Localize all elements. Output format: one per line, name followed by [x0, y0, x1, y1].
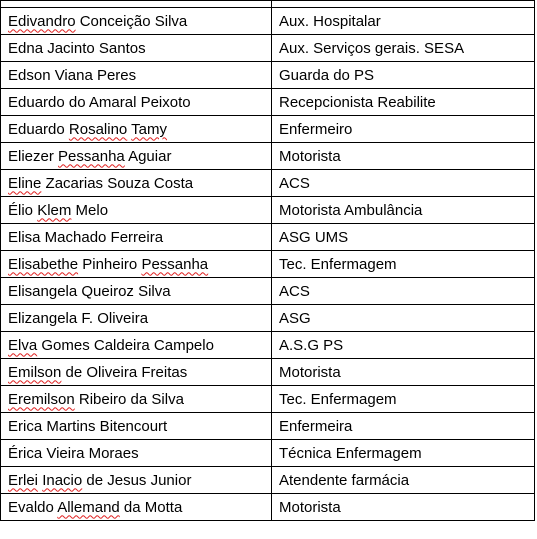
role-cell: ACS — [272, 278, 535, 305]
role-cell: Motorista — [272, 494, 535, 521]
role-cell: Aux. Serviços gerais. SESA — [272, 35, 535, 62]
name-cell: Eline Zacarias Souza Costa — [1, 170, 272, 197]
name-cell: Erica Martins Bitencourt — [1, 413, 272, 440]
table-row — [1, 8, 535, 35]
name-cell: Evaldo Allemand da Motta — [1, 494, 272, 521]
role-cell: Tec. Enfermagem — [272, 251, 535, 278]
table-row — [1, 278, 535, 305]
misspelled-word: Klem — [37, 201, 72, 219]
misspelled-word: Rosalino — [68, 120, 128, 138]
name-cell: Eliezer Pessanha Aguiar — [1, 143, 272, 170]
name-cell: Eduardo do Amaral Peixoto — [1, 89, 272, 116]
role-cell: Tec. Enfermagem — [272, 386, 535, 413]
name-cell: Elizangela F. Oliveira — [1, 305, 272, 332]
table-row — [1, 413, 535, 440]
misspelled-word: Emilson — [8, 363, 62, 381]
role-cell — [272, 1, 535, 8]
misspelled-word: Erlei — [8, 471, 39, 489]
role-cell: Enfermeira — [272, 413, 535, 440]
table-row — [1, 170, 535, 197]
table-row — [1, 494, 535, 521]
table-row — [1, 332, 535, 359]
table-row — [1, 359, 535, 386]
table-row — [1, 1, 535, 8]
name-cell: Elva Gomes Caldeira Campelo — [1, 332, 272, 359]
misspelled-word: Pessanha — [141, 255, 209, 273]
name-cell: Elisangela Queiroz Silva — [1, 278, 272, 305]
name-cell: Edivandro Conceição Silva — [1, 8, 272, 35]
name-cell: Élio Klem Melo — [1, 197, 272, 224]
role-cell: Motorista — [272, 143, 535, 170]
role-cell: Enfermeiro — [272, 116, 535, 143]
table-row — [1, 224, 535, 251]
name-cell: Érica Vieira Moraes — [1, 440, 272, 467]
role-cell: A.S.G PS — [272, 332, 535, 359]
role-cell: Aux. Hospitalar — [272, 8, 535, 35]
role-cell: ASG — [272, 305, 535, 332]
name-cell: Emilson de Oliveira Freitas — [1, 359, 272, 386]
name-cell: Elisabethe Pinheiro Pessanha — [1, 251, 272, 278]
role-cell: ACS — [272, 170, 535, 197]
role-cell: Motorista Ambulância — [272, 197, 535, 224]
role-cell: Guarda do PS — [272, 62, 535, 89]
misspelled-word: Pessanha — [58, 147, 125, 165]
table-row — [1, 305, 535, 332]
table-row — [1, 197, 535, 224]
misspelled-word: Inacio — [42, 471, 83, 489]
misspelled-word: Elisabethe — [8, 255, 79, 273]
misspelled-word: Edivandro — [8, 12, 76, 30]
role-cell: Atendente farmácia — [272, 467, 535, 494]
misspelled-word: Tamy — [131, 120, 168, 138]
table-row — [1, 116, 535, 143]
name-cell: Erlei Inacio de Jesus Junior — [1, 467, 272, 494]
name-cell: Eremilson Ribeiro da Silva — [1, 386, 272, 413]
misspelled-word: Eline — [8, 174, 42, 192]
table-row — [1, 35, 535, 62]
role-cell: ASG UMS — [272, 224, 535, 251]
table-row — [1, 386, 535, 413]
name-cell: Edna Jacinto Santos — [1, 35, 272, 62]
role-cell: Recepcionista Reabilite — [272, 89, 535, 116]
table-row — [1, 251, 535, 278]
misspelled-word: Allemand — [57, 498, 120, 516]
table-row — [1, 467, 535, 494]
misspelled-word: Elva — [8, 336, 38, 354]
table-row — [1, 62, 535, 89]
misspelled-word: Eremilson — [8, 390, 75, 408]
table-row — [1, 89, 535, 116]
name-cell — [1, 1, 272, 8]
table-row — [1, 440, 535, 467]
table-row — [1, 143, 535, 170]
name-cell: Elisa Machado Ferreira — [1, 224, 272, 251]
role-cell: Técnica Enfermagem — [272, 440, 535, 467]
name-cell: Eduardo Rosalino Tamy — [1, 116, 272, 143]
role-cell: Motorista — [272, 359, 535, 386]
name-cell: Edson Viana Peres — [1, 62, 272, 89]
